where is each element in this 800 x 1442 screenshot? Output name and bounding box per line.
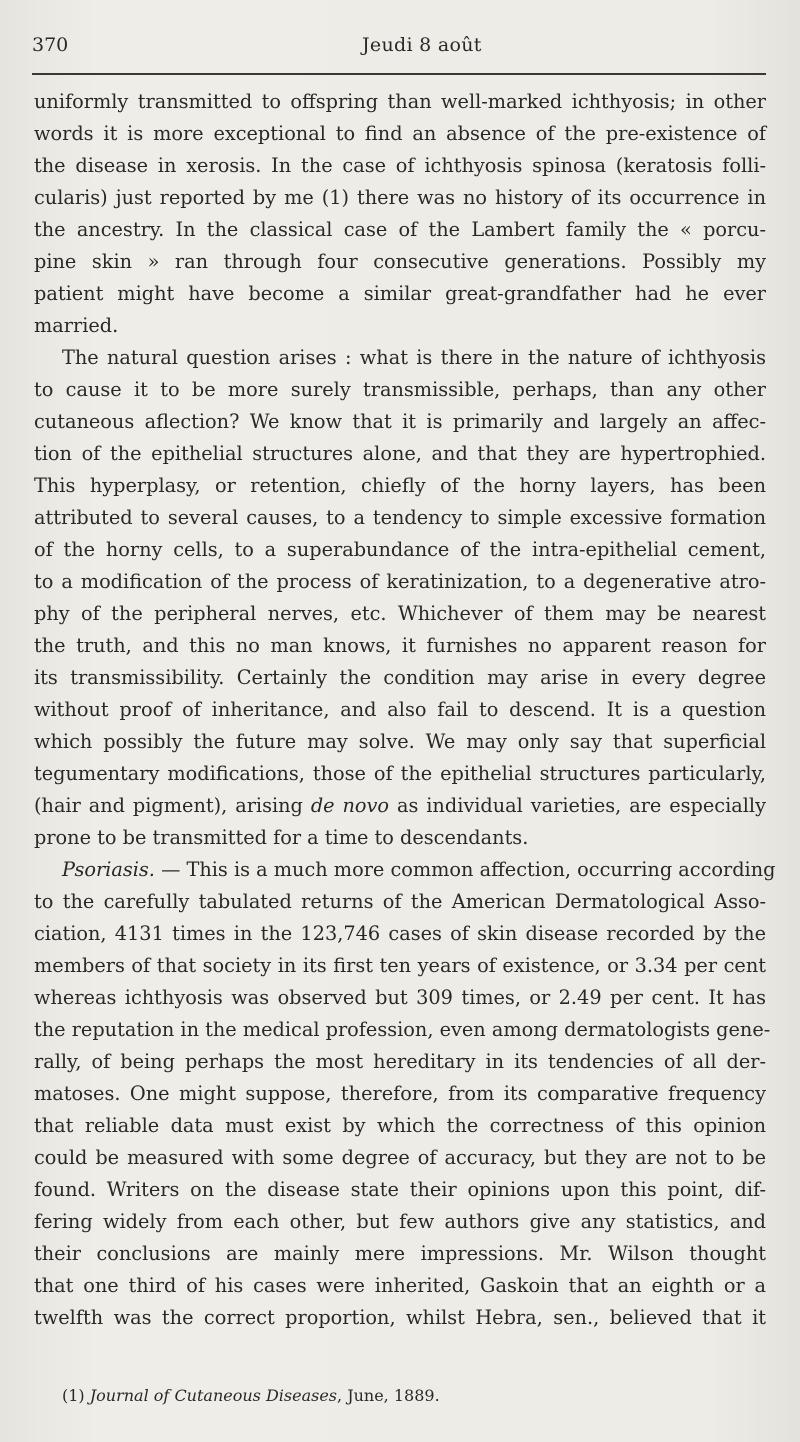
text-line: the reputation in the medical profession, even among dermatologists gene- — [34, 1018, 771, 1041]
text-run: as individual varieties, are especially — [389, 794, 766, 817]
text-line: to cause it to be more surely transmissible, perhaps, than any other — [34, 378, 766, 401]
text-run: — This is a much more common affection, occurring according — [154, 858, 776, 881]
text-line: This hyperplasy, or retention, chiefly of the horny layers, has been — [34, 474, 766, 497]
text-line: tegumentary modifications, those of the epithelial structures particularly, — [34, 762, 766, 785]
italic-term: de novo — [310, 794, 390, 817]
text-line: words it is more exceptional to find an absence of the pre-existence of — [34, 122, 766, 145]
text-line: prone to be transmitted for a time to descendants. — [34, 826, 529, 849]
text-line: The natural question arises : what is there in the nature of ichthyosis — [62, 346, 766, 369]
text-line: without proof of inheritance, and also fail to descend. It is a question — [34, 698, 766, 721]
footnote-marker: (1) — [62, 1386, 90, 1405]
text-line: pine skin » ran through four consecutive generations. Possibly my — [34, 250, 766, 273]
text-line: uniformly transmitted to offspring than well-marked ichthyosis; in other — [34, 90, 766, 113]
text-line: which possibly the future may solve. We may only say that superficial — [34, 730, 766, 753]
body-text — [34, 86, 776, 1334]
text-line: could be measured with some degree of accuracy, but they are not to be — [34, 1146, 766, 1169]
text-line: its transmissibility. Certainly the condition may arise in every degree — [34, 666, 766, 689]
text-line: cutaneous aflection? We know that it is primarily and largely an affec- — [34, 410, 766, 433]
text-line: twelfth was the correct proportion, whilst Hebra, sen., believed that it — [34, 1306, 766, 1329]
text-line: married. — [34, 314, 119, 337]
page-header — [32, 34, 768, 62]
footnote-text: , June, 1889. — [337, 1386, 440, 1405]
text-line: patient might have become a similar great-grandfather had he ever — [34, 282, 766, 305]
text-line: attributed to several causes, to a tendency to simple excessive formation — [34, 506, 766, 529]
text-line: matoses. One might suppose, therefore, from its comparative frequency — [34, 1082, 766, 1105]
text-line: to the carefully tabulated returns of the American Dermatological Asso- — [34, 890, 766, 913]
text-line: phy of the peripheral nerves, etc. Whichever of them may be nearest — [34, 602, 766, 625]
text-line: the disease in xerosis. In the case of ichthyosis spinosa (keratosis folli- — [34, 154, 766, 177]
text-line: of the horny cells, to a superabundance of the intra-epithelial cement, — [34, 538, 766, 561]
footnote — [62, 1386, 440, 1405]
text-line: that one third of his cases were inherited, Gaskoin that an eighth or a — [34, 1274, 766, 1297]
page-number: 370 — [32, 34, 69, 56]
text-line — [34, 790, 766, 822]
text-line: the truth, and this no man knows, it furnishes no apparent reason for — [34, 634, 766, 657]
text-line: found. Writers on the disease state their opinions upon this point, dif- — [34, 1178, 766, 1201]
text-line: to a modification of the process of keratinization, to a degenerative atro- — [34, 570, 766, 593]
running-title: Jeudi 8 août — [362, 34, 482, 56]
footnote-journal: Journal of Cutaneous Diseases — [89, 1386, 338, 1405]
text-line: cularis) just reported by me (1) there was no history of its occurrence in — [34, 186, 766, 209]
text-line: tion of the epithelial structures alone, and that they are hypertrophied. — [34, 442, 766, 465]
text-line: members of that society in its first ten years of existence, or 3.34 per cent — [34, 954, 766, 977]
text-line: fering widely from each other, but few authors give any statistics, and — [34, 1210, 766, 1233]
text-line: ciation, 4131 times in the 123,746 cases of skin disease recorded by the — [34, 922, 766, 945]
header-rule — [32, 73, 766, 75]
text-run: (hair and pigment), arising — [34, 794, 311, 817]
text-line: that reliable data must exist by which the correctness of this opinion — [34, 1114, 766, 1137]
text-line — [34, 854, 776, 886]
section-heading: Psoriasis. — [62, 858, 155, 881]
text-line: whereas ichthyosis was observed but 309 times, or 2.49 per cent. It has — [34, 986, 766, 1009]
text-line: rally, of being perhaps the most hereditary in its tendencies of all der- — [34, 1050, 766, 1073]
text-line: their conclusions are mainly mere impressions. Mr. Wilson thought — [34, 1242, 766, 1265]
text-line: the ancestry. In the classical case of the Lambert family the « porcu- — [34, 218, 766, 241]
